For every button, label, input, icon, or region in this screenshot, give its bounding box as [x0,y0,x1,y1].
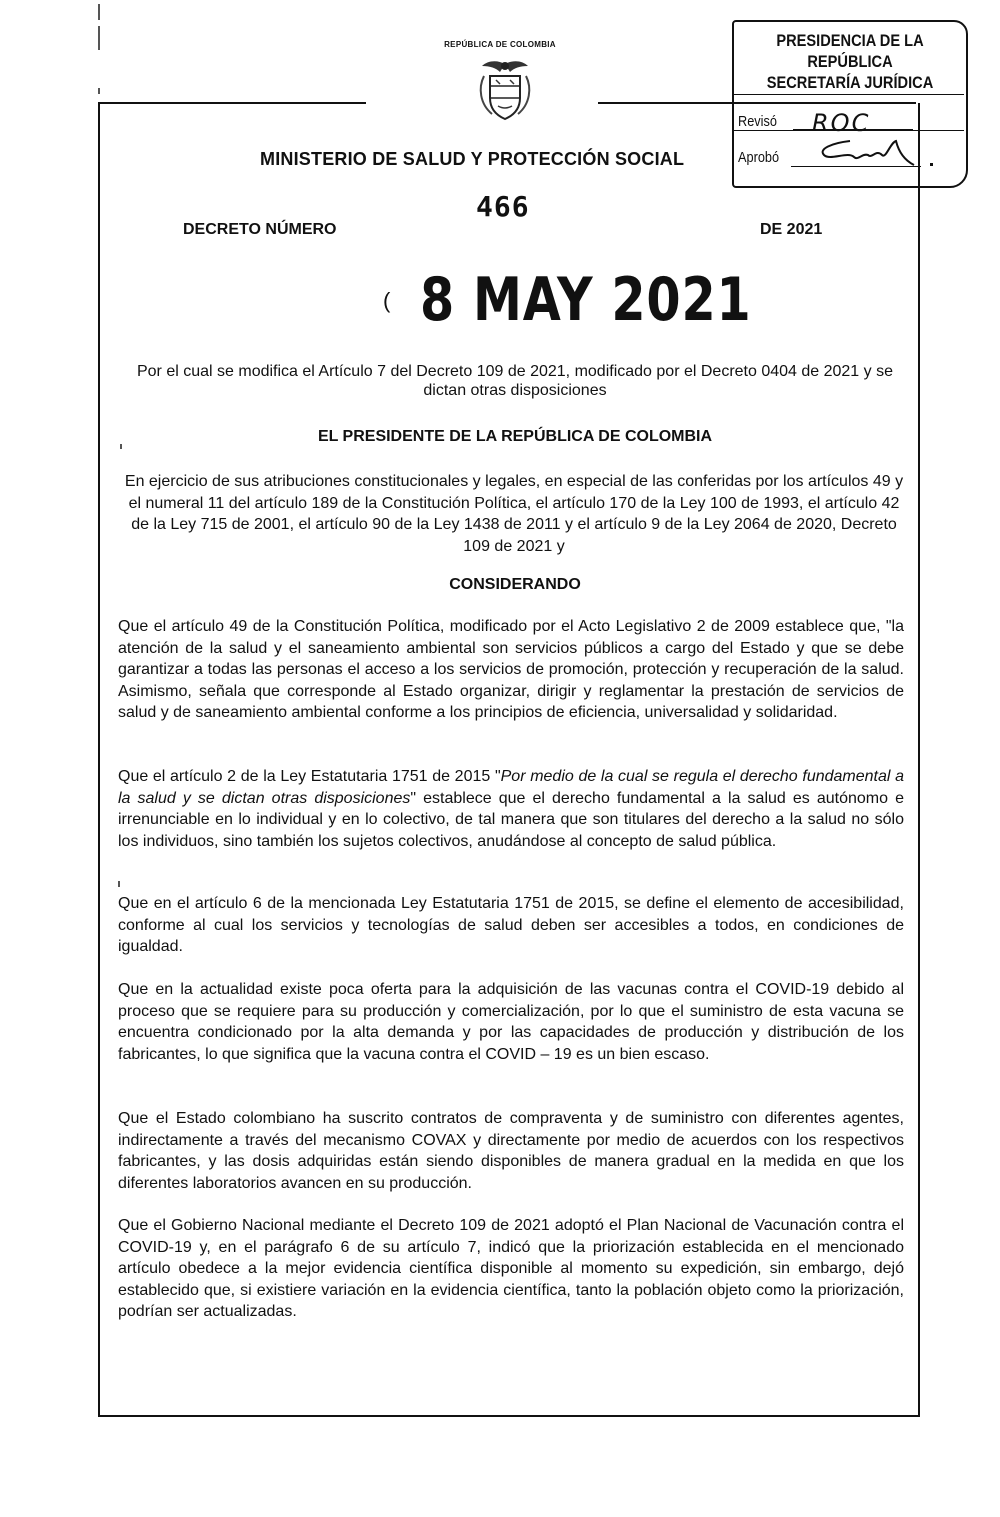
stamp-divider-1 [734,94,964,95]
considerando-heading: CONSIDERANDO [449,576,581,593]
considerando-paragraph-5: Que el Estado colombiano ha suscrito contratos de compraventa y de suministro con diferentes agentes, indirectamente a través del mecanismo COVAX y directamente por medio de acuerdos con los respectivos fabricantes, y las dosis adquiridas están siendo disponibles de manera gradual en la medida en que los diferentes laboratorios avancen en su producción. [118,1110,904,1192]
presidente-heading: EL PRESIDENTE DE LA REPÚBLICA DE COLOMBIA [317,428,713,445]
scan-mark [120,444,122,449]
stamp-dot [930,163,933,166]
p2-text-start: Que el artículo 2 de la Ley Estatutaria 1751 de 2015 " [118,768,501,785]
stamp-title [750,30,950,93]
decreto-number: 466 [476,190,530,223]
date-stamp: 8 MAY 2021 [420,265,752,335]
scan-mark [98,88,100,94]
stamp-aprobo-label: Aprobó [738,149,780,166]
p2-text-end: " establece que el derecho fundamental a la salud es autónomo e irrenunciable en lo individual y en lo colectivo, de tal manera que son titulares del derecho a la salud no sólo los individuos, sino también los sujetos colectivos, anudándose al concepto de salud pública. [118,789,905,850]
facultades-paragraph: En ejercicio de sus atribuciones constitucionales y legales, en especial de las conferidas por los artículos 49 y el numeral 11 del artículo 189 de la Constitución Política, el artículo 170 de la Ley 100 de 1993, el artículo 42 de la Ley 715 de 2001, el artículo 90 de la Ley 1438 de 2011 y el artículo 9 de la Ley 2064 de 2020, Decreto 109 de 2021 y [124,473,904,555]
handwritten-signature [810,135,920,175]
considerando-paragraph-1: Que el artículo 49 de la Constitución Política, modificado por el Acto Legislativo 2 de 2009 establece que, "la atención de la salud y el saneamiento ambiental son servicios públicos a cargo del Estado y que se debe garantizar a todas las personas el acceso a los servicios de promoción, protección y recuperación de la salud. Asimismo, señala que corresponde al Estado organizar, dirigir y reglamentar la prestación de servicios de salud y de saneamiento ambiental conforme a los principios de eficiencia, universalidad y solidaridad. [118,618,904,721]
scan-mark [118,881,120,887]
stamp-line-secretaria: SECRETARÍA JURÍDICA [766,73,934,92]
stamp-reviso-initials: ROC [812,109,871,137]
considerando-paragraph-3: Que en el artículo 6 de la mencionada Ley Estatutaria 1751 de 2015, se define el elemento de accesibilidad, conforme al cual los servicios y tecnologías de salud deben ser accesibles a todos, en condiciones de igualdad. [118,895,904,955]
scan-mark [98,26,100,50]
considerando-paragraph-6: Que el Gobierno Nacional mediante el Decreto 109 de 2021 adoptó el Plan Nacional de Vacunación contra el COVID-19 y, en el parágrafo 6 de su artículo 7, indicó que la priorización establecida en el mencionado artículo obedece a la mejor evidencia científica disponible al momento su expedición, sin embargo, dejó establecido que, si existiere variación en la evidencia científica, tanto la población objeto como la priorización, podrían ser actualizadas. [118,1217,904,1320]
republica-label: REPÚBLICA DE COLOMBIA [444,40,556,49]
scan-mark [98,4,100,20]
decreto-year: DE 2021 [760,221,823,238]
considerando-paragraph-4: Que en la actualidad existe poca oferta para la adquisición de las vacunas contra el COVID-19 debido al proceso que se requiere para su producción y comercialización, por lo que el suministro de esta vacuna se encuentra condicionado por la alta demanda y por las capacidades de producción y distribución de los fabricantes, lo que significa que la vacuna contra el COVID – 19 es un bien escaso. [118,981,904,1063]
p2-law-title: Por medio de la cual se regula el derecho fundamental a la salud y se dictan otras disposiciones [118,768,905,807]
epigrafe: Por el cual se modifica el Artículo 7 del Decreto 109 de 2021, modificado por el Decreto 0404 de 2021 y se dictan otras disposiciones [136,363,893,399]
header-rule-left [98,102,366,104]
stamp-line-presidencia: PRESIDENCIA DE LA REPÚBLICA [776,31,924,71]
decreto-label: DECRETO NÚMERO [183,221,337,238]
stamp-reviso-label: Revisó [738,113,777,130]
date-open-paren: ( [383,288,391,313]
considerando-paragraph-2 [118,766,904,852]
colombia-coat-of-arms-icon [470,54,540,124]
ministerio-title: MINISTERIO DE SALUD Y PROTECCIÓN SOCIAL [260,149,685,169]
